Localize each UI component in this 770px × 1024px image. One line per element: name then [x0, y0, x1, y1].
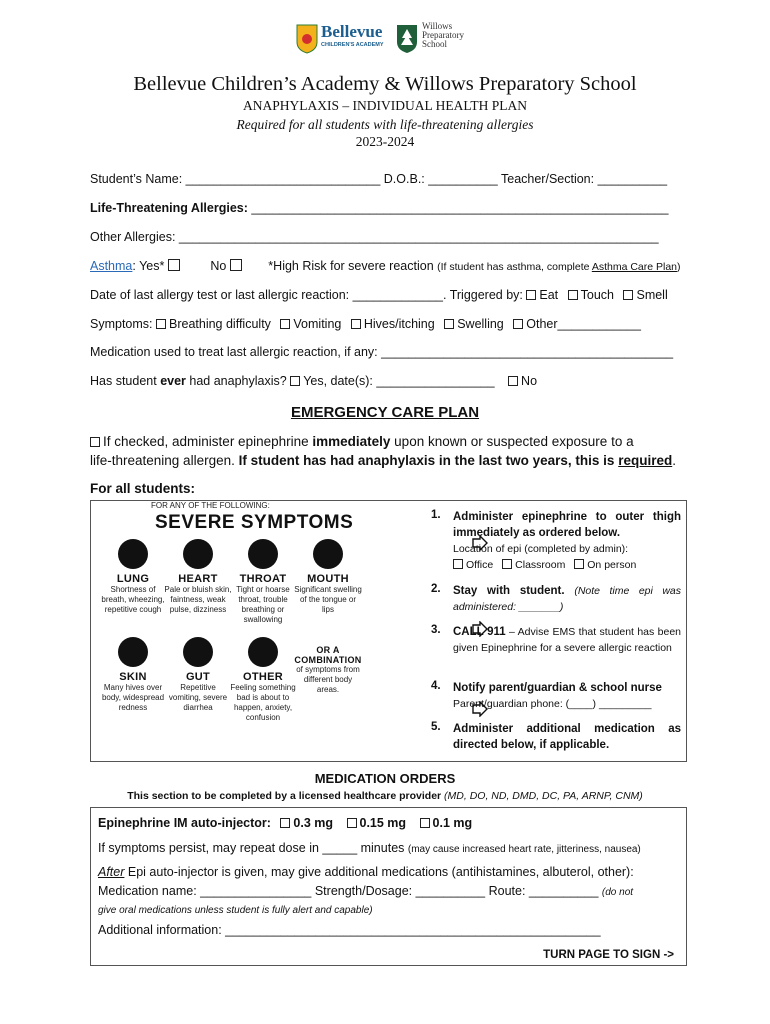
step-4 [431, 680, 681, 712]
brain-icon [248, 637, 278, 667]
bellevue-sub: CHILDREN'S ACADEMY [321, 42, 384, 48]
willows-logo [396, 22, 486, 56]
location-onperson-label: On person [587, 559, 637, 571]
trigger-smell-checkbox[interactable] [623, 290, 633, 300]
symptom-vomiting-label: Vomiting [293, 317, 342, 331]
anaphylaxis-history-line [90, 374, 537, 388]
ecp-epi-checkbox[interactable] [90, 437, 100, 447]
symptom-breathing-label: Breathing difficulty [169, 317, 271, 331]
step-title: Administer epinephrine to outer thigh immediately as ordered below. [453, 511, 681, 539]
ecp-heading: EMERGENCY CARE PLAN [290, 404, 480, 421]
asthma-note-pre: (If student has asthma, complete [437, 261, 592, 273]
trigger-eat-checkbox[interactable] [526, 290, 536, 300]
dose-0.1-label: 0.1 mg [432, 816, 473, 830]
combo-title: OR A COMBINATION [294, 645, 362, 665]
trigger-touch-checkbox[interactable] [568, 290, 578, 300]
symptom-other-label[interactable]: Other____________ [526, 317, 641, 331]
student-info-line[interactable]: Student’s Name: ____________________________ D.O.B.: __________ Teacher/Section: __________ [90, 172, 668, 186]
step-text[interactable]: Parent/guardian phone: (____) _________ [453, 698, 652, 710]
hand-icon [118, 637, 148, 667]
trigger-eat-label: Eat [539, 288, 559, 302]
allergies-label: Life-Threatening Allergies: [90, 201, 248, 215]
step-number: 3. [431, 624, 441, 636]
step-location: Location of epi (completed by admin): [453, 543, 629, 555]
symptom-lung [99, 539, 167, 615]
symptom-vomiting-checkbox[interactable] [280, 319, 290, 329]
required-note: Required for all students with life-threatening allergies [236, 117, 534, 132]
step-1 [431, 509, 681, 573]
symptom-other [229, 637, 297, 723]
med-sub-italic: (MD, DO, ND, DMD, DC, PA, ARNP, CNM) [444, 790, 643, 802]
combo-desc: of symptoms from different body areas. [296, 665, 360, 694]
dose-0.15-checkbox[interactable] [347, 818, 357, 828]
trigger-touch-label: Touch [580, 288, 614, 302]
asthma-yes-checkbox[interactable] [168, 259, 180, 271]
ecp-line2-pre: life-threatening allergen. [90, 453, 239, 468]
med-subheading [0, 790, 770, 802]
symptom-hives-label: Hives/itching [363, 317, 435, 331]
allergies-blank[interactable]: ____________________________________________________________ [247, 201, 669, 215]
symptom-title: THROAT [239, 573, 287, 585]
location-classroom-checkbox[interactable] [502, 559, 512, 569]
dose-0.3-checkbox[interactable] [280, 818, 290, 828]
symptom-title: MOUTH [307, 573, 349, 585]
asthma-no-label: No [210, 259, 227, 273]
step-note[interactable]: (Note time epi was administered: _______) [453, 585, 681, 613]
bellevue-logo [296, 22, 388, 56]
epi-label: Epinephrine IM auto-injector: [98, 816, 271, 830]
asthma-risk: *High Risk for severe reaction [268, 259, 434, 273]
ecp-line2-end: . [672, 453, 676, 468]
step-title: CALL 911 [453, 626, 506, 638]
willows-line2: Preparatory [422, 30, 464, 40]
symptom-title: LUNG [116, 573, 150, 585]
bellevue-name: Bellevue [321, 22, 383, 41]
symptom-desc: Shortness of breath, wheezing, repetitive cough [101, 585, 165, 614]
page-title: Bellevue Children’s Academy & Willows Preparatory School [133, 73, 637, 95]
symptom-swelling-label: Swelling [457, 317, 504, 331]
symptom-swelling-checkbox[interactable] [444, 319, 454, 329]
after-epi-line [98, 865, 634, 879]
willows-shield-icon [396, 24, 418, 54]
life-threatening-allergies-line[interactable] [90, 201, 669, 215]
step-location-options [453, 557, 681, 573]
for-all-students: For all students: [90, 481, 196, 496]
ecp-line2-bold: If student has had anaphylaxis in the last two years, this is [238, 453, 619, 468]
additional-info-line[interactable]: Additional information: ______________________________________________________ [98, 923, 601, 937]
step-2 [431, 583, 681, 615]
bellevue-shield-icon [296, 24, 318, 54]
symptom-title: GUT [185, 671, 211, 683]
symptom-breathing-checkbox[interactable] [156, 319, 166, 329]
medication-name-line[interactable] [98, 884, 633, 898]
asthma-note-post: ) [677, 261, 681, 273]
location-office-checkbox[interactable] [453, 559, 463, 569]
symptoms-header: SEVERE SYMPTOMS [155, 512, 354, 533]
symptom-title: SKIN [119, 671, 147, 683]
symptom-desc: Repetitive vomiting, severe diarrhea [168, 683, 228, 712]
step-5 [431, 721, 681, 753]
other-allergies-line[interactable]: Other Allergies: _____________________________________________________________________ [90, 230, 659, 244]
willows-line3: School [422, 39, 448, 49]
repeat-small: (may cause increased heart rate, jitteriness, nausea) [407, 844, 641, 855]
anaphylaxis-ever: ever [160, 374, 186, 388]
symptom-heart [164, 539, 232, 615]
step-title: Administer additional medication as directed below, if applicable. [453, 723, 681, 751]
symptom-throat [229, 539, 297, 625]
after-text: Epi auto-injector is given, may give additional medications (antihistamines, albuterol, other): [124, 865, 634, 879]
symptom-title: OTHER [243, 671, 283, 683]
step-title: Notify parent/guardian & school nurse [453, 682, 662, 694]
step-title: Stay with student. [453, 585, 565, 597]
med-orders-box [90, 807, 687, 966]
anaphylaxis-yes-label[interactable]: Yes, date(s): _________________ [303, 374, 495, 388]
ecp-check-line [90, 434, 634, 449]
symptom-title: HEART [178, 573, 218, 585]
symptom-mouth [294, 539, 362, 615]
step-text: – Advise EMS that student has been given Epinephrine for a severe allergic reaction [453, 626, 681, 654]
willows-line1: Willows [422, 21, 453, 31]
turn-page-note: TURN PAGE TO SIGN -> [543, 949, 674, 961]
dose-0.1-checkbox[interactable] [420, 818, 430, 828]
last-test-line [90, 288, 668, 302]
symptom-skin [99, 637, 167, 713]
anaphylaxis-no-label: No [521, 374, 538, 388]
asthma-note [437, 261, 680, 273]
ecp-check-post: upon known or suspected exposure to a [390, 434, 634, 449]
ecp-box [90, 500, 687, 762]
med-heading: MEDICATION ORDERS [314, 771, 456, 786]
symptom-desc: Feeling something bad is about to happen, anxiety, confusion [230, 683, 296, 722]
dose-0.3-label: 0.3 mg [293, 816, 334, 830]
symptom-desc: Significant swelling of the tongue or lips [294, 585, 362, 614]
repeat-pre: If symptoms persist, may repeat dose in _____ minutes [98, 841, 408, 855]
trigger-smell-label: Smell [636, 288, 668, 302]
step-number: 1. [431, 509, 441, 521]
anaphylaxis-pre: Has student [90, 374, 161, 388]
anaphylaxis-post: had anaphylaxis? [185, 374, 287, 388]
no-oral-note: (do not [601, 887, 634, 898]
symptom-desc: Pale or bluish skin, faintness, weak pulse, dizziness [164, 585, 232, 614]
ecp-check-bold: immediately [312, 434, 391, 449]
repeat-dose-line[interactable] [98, 841, 641, 855]
stomach-icon [183, 637, 213, 667]
lungs-icon [118, 539, 148, 569]
ecp-check-pre: If checked, administer epinephrine [103, 434, 313, 449]
step-number: 5. [431, 721, 441, 733]
page-subtitle: ANAPHYLAXIS – INDIVIDUAL HEALTH PLAN [243, 98, 527, 113]
anaphylaxis-yes-checkbox[interactable] [290, 376, 300, 386]
med-sub-pre: This section to be completed by a licensed healthcare provider [127, 790, 445, 802]
step-number: 2. [431, 583, 441, 595]
throat-icon [248, 539, 278, 569]
asthma-line [90, 259, 681, 273]
epi-dose-line [98, 816, 472, 830]
last-test-text[interactable]: Date of last allergy test or last allergic reaction: _____________. Triggered by: [90, 288, 523, 302]
symptom-gut [164, 637, 232, 713]
step-number: 4. [431, 680, 441, 692]
no-oral-note-2: give oral medications unless student is fully alert and capable) [98, 905, 373, 916]
ecp-line2 [90, 453, 676, 468]
symptom-desc: Tight or hoarse throat, trouble breathing or swallowing [236, 585, 290, 624]
after-word: After [98, 865, 125, 879]
mouth-icon [313, 539, 343, 569]
symptoms-line [90, 317, 641, 331]
heart-icon [183, 539, 213, 569]
symptoms-label: Symptoms: [90, 317, 153, 331]
location-onperson-checkbox[interactable] [574, 559, 584, 569]
ecp-required: required [618, 453, 673, 468]
school-year: 2023-2024 [355, 134, 415, 149]
asthma-yes-label: : Yes* [132, 259, 165, 273]
symptom-other-checkbox[interactable] [513, 319, 523, 329]
symptom-combination [294, 645, 362, 695]
asthma-no-checkbox[interactable] [230, 259, 242, 271]
dose-0.15-label: 0.15 mg [359, 816, 407, 830]
step-3 [431, 624, 681, 656]
asthma-link[interactable]: Asthma [90, 259, 133, 273]
symptom-desc: Many hives over body, widespread redness [101, 683, 165, 712]
medication-used-line[interactable]: Medication used to treat last allergic reaction, if any: __________________________________________ [90, 345, 674, 359]
symptoms-header-small: FOR ANY OF THE FOLLOWING: [151, 501, 270, 510]
asthma-care-plan-link[interactable]: Asthma Care Plan [591, 261, 678, 273]
location-office-label: Office [466, 559, 494, 571]
location-classroom-label: Classroom [515, 559, 566, 571]
med-name-fields[interactable]: Medication name: ________________ Strength/Dosage: __________ Route: __________ [98, 884, 599, 898]
anaphylaxis-no-checkbox[interactable] [508, 376, 518, 386]
symptom-hives-checkbox[interactable] [351, 319, 361, 329]
